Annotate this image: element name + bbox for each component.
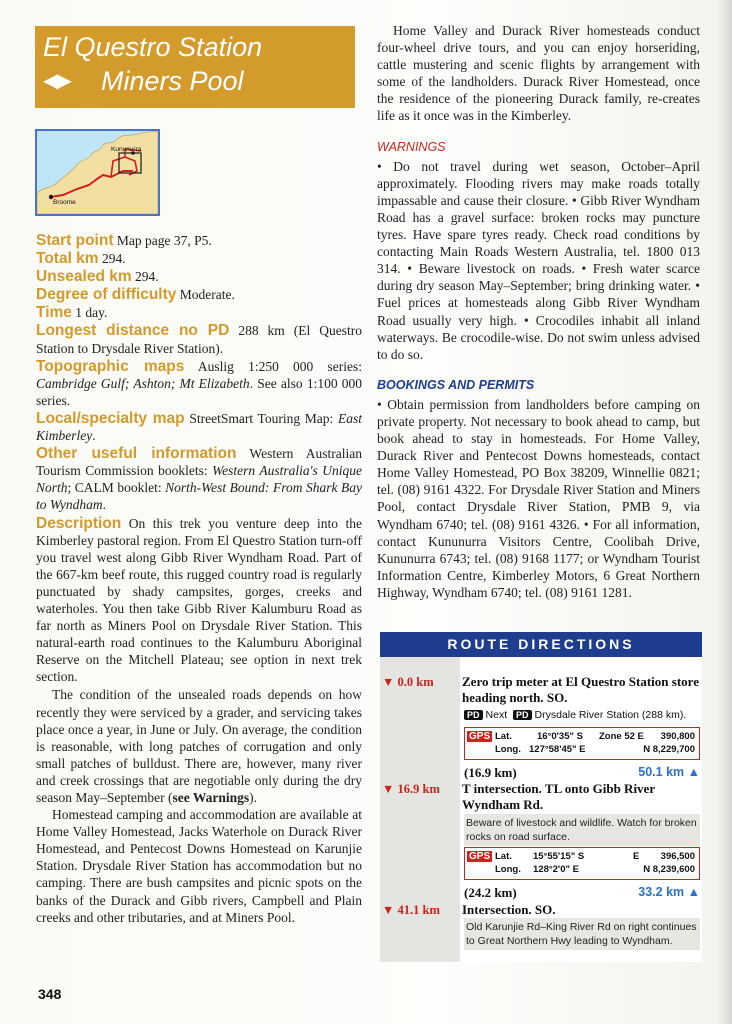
bookings-text: • Obtain permission from landholders before camping on private property. Not necessary to book ahead to camp, but book ahead to stay in homesteads. For Home Valley, Durack River and Pentecost Downs homesteads, contact Home Valley Homestead, PO Box 38209, Winnellie 0821; tel. (08) 9161 4322. For Drysdale River Station and Miners Pool, contact Drysdale River Station, PMB 9, via Wyndham 6740; tel. (08) 9161 4326. • For all information, contact Kununurra Visitors Centre, Coolibah Drive, Kununurra 6743; tel. (08) 9168 1177; or Wyndham Tourist Information Centre, Kimberley Motors, 6 Great Northern Highway, Wyndham 6740; tel. (08) 9161 1281. [377,396,700,600]
map-label-broome: Broome [53,199,76,206]
description-paragraph-3: Homestead camping and accommodation are available at Home Valley Homestead, Jacks Waterhole on Durack River Homestead, and Pentecost Downs Homestead on Karunjie Station. Drysdale River Station has accommodation but no camping. There are bush campsites and picnic spots on the banks of the Durack and Gibb rivers, Campbell and Plain creeks and other tributaries, and at Miners Pool. [36,807,362,925]
warnings-heading: WARNINGS [377,139,446,154]
fact-value: 1 day. [75,305,108,321]
fuel-pd-icon: PD [464,710,483,720]
bookings-heading: BOOKINGS AND PERMITS [377,377,535,392]
gps-northing: N 8,229,700 [643,744,695,755]
gps-box-2 [464,847,700,880]
fact-start-point [36,232,362,249]
fact-label: Start point [36,232,114,249]
trek-title-box [35,26,355,108]
route-note-3: Old Karunjie Rd–King River Rd on right continues to Great Northern Hwy leading to Wyndham. [464,918,700,950]
fact-time [36,304,362,321]
gps-long-value: 128°2'0" E [533,864,579,875]
trek-title-end: Miners Pool [101,66,244,96]
fact-label: Local/specialty map [36,409,185,427]
page-spine-shadow [718,0,732,1024]
gps-box-1 [464,727,700,760]
gps-lat-label: Lat. [495,851,512,862]
next-fuel-label: Next [485,709,508,721]
fact-value-italic: Western Australia's Unique North [36,463,362,496]
page-number: 348 [38,986,62,1002]
fuel-pd-icon: PD [513,710,532,720]
next-fuel-line [464,709,686,721]
segment-distance-1: (16.9 km) [464,765,517,780]
gps-lat-value: 15°55'15" S [533,851,585,862]
fact-value-tail: . See also 1:100 000 series. [36,375,362,408]
fact-label: Unsealed km [36,268,132,286]
fact-value: 288 km (El Questro Station to Drysdale River Station). [36,323,362,356]
fact-difficulty [36,286,362,303]
fact-label: Degree of difficulty [36,286,177,304]
fact-value: Map page 37, P5. [116,233,212,248]
fact-label: Other useful information [36,445,237,463]
fact-label: Longest distance no PD [36,322,230,340]
gps-e-label: E [633,851,640,862]
description-paragraph-1 [36,515,362,686]
gps-easting: 390,800 [660,731,695,742]
fact-value: 294. [135,269,159,285]
fact-unsealed-km [36,268,362,285]
locator-map [35,129,160,216]
gps-lat-value: 16°0'35" S [537,731,583,742]
fact-label: Topographic maps [36,357,185,375]
see-warnings-ref: see Warnings [172,790,250,805]
fact-label: Total km [36,250,99,268]
fact-value-tail: . [92,428,96,444]
description-text-2c: ). [249,790,257,805]
route-km-2: ▼ 16.9 km [382,782,440,796]
description-label: Description [36,514,122,532]
gps-zone: Zone 52 E [599,731,644,742]
left-column [36,232,362,926]
gps-northing: N 8,239,600 [643,864,695,875]
fact-value-tail: . [102,497,106,513]
gps-long-value: 127°58'45" E [529,744,586,755]
route-instruction-3: Intersection. SO. [462,902,556,917]
gps-long-label: Long. [495,864,521,875]
next-fuel-destination: Drysdale River Station (288 km). [534,709,687,721]
route-instruction-1: Zero trip meter at El Questro Station store heading north. SO. [462,674,699,705]
gps-long-label: Long. [495,744,521,755]
remaining-distance-1: 50.1 km ▲ [638,765,700,779]
fact-value-italic: East Kimberley [36,410,362,444]
fact-value-mid: ; CALM booklet: [67,480,166,496]
warnings-text: • Do not travel during wet season, October–April approximately. Flooding rivers may make roads totally impassable and cause their closure. • Gibb River Wyndham Road has a gravel surface: broken rocks may puncture tyres. Have spare tyres ready. Check road conditions by contacting Main Roads Western Australia, tel. 1800 013 314. • Beware livestock on roads. • Fresh water scarce during dry season May–September; bring drinking water. • Fuel prices at homesteads along Gibb River Wyndham Road usually very high. • Crocodiles inhabit all inland waterways. Be crocodile-wise. Do not swim unless advised to do so. [377,158,700,362]
right-column [377,22,700,601]
description-text-1: On this trek you venture deep into the Kimberley pastoral region. From El Questro Station turn-off you travel west along Gibb River Wyndham Road. Part of the 667-km beef route, this rugged country road is regularly punctuated by shady campsites, gorges, creeks and waterholes. You then take Gibb River Kalumburu Road as far north as Miners Pool on Drysdale River Station. This natural-earth road continues to the Kalumburu Aboriginal Reserve on the Mitchell Plateau; see option in next trek section. [36,515,363,685]
route-instruction-2: T intersection. TL onto Gibb River Wyndham Rd. [462,781,655,812]
trek-title-start: El Questro Station [43,32,263,62]
fact-longest-distance [36,322,362,356]
gps-icon: GPS [469,731,491,742]
fact-value: 294. [101,251,126,267]
route-directions-heading: ROUTE DIRECTIONS [380,632,702,657]
trek-title-end-line [43,66,244,97]
route-directions-panel [380,632,702,962]
direction-arrows-icon: ◀▶ [43,70,70,92]
map-label-kununurra: Kununurra [111,146,142,153]
fact-value: Auslig 1:250 000 series: [197,358,362,374]
route-km-start: ▼ 0.0 km [382,675,434,689]
gps-easting: 396,500 [660,851,695,862]
fact-other-info [36,445,362,513]
fact-topographic-maps [36,358,362,409]
fact-value: Moderate. [179,287,235,303]
fact-label: Time [36,304,72,322]
fact-specialty-map [36,410,362,444]
gps-lat-label: Lat. [495,731,512,742]
remaining-distance-2: 33.2 km ▲ [638,885,700,899]
description-text-2a: The condition of the unsealed roads depends on how recently they were serviced by a grader, and servicing takes place once a year, in June or July. On average, the condition is reasonable, with long patches of corrugation and only small patches of bulldust. There are, however, many river and creek crossings that are negotiable only during the dry season May–September ( [36,687,362,805]
fact-value-italic: Cambridge Gulf; Ashton; Mt Elizabeth [36,375,250,391]
gps-icon: GPS [469,851,491,862]
fact-total-km [36,250,362,267]
route-km-3: ▼ 41.1 km [382,903,440,917]
route-note-2: Beware of livestock and wildlife. Watch for broken rocks on road surface. [464,814,700,846]
fact-value: StreetSmart Touring Map: [189,410,338,426]
fact-value: Western Australian Tourism Commission booklets: [36,446,362,479]
segment-distance-2: (24.2 km) [464,885,517,900]
fact-value-italic-2: North-West Bound: From Shark Bay to Wyndham [36,480,362,513]
intro-paragraph: Home Valley and Durack River homesteads conduct four-wheel drive tours, and you can enjoy horseriding, cattle mustering and scenic flights by arrangement with some of the landholders. Durack River Homestead, once the residence of the pioneering Durack family, re-creates life as it once was in the Kimberley. [377,23,700,124]
description-paragraph-2 [36,686,362,806]
